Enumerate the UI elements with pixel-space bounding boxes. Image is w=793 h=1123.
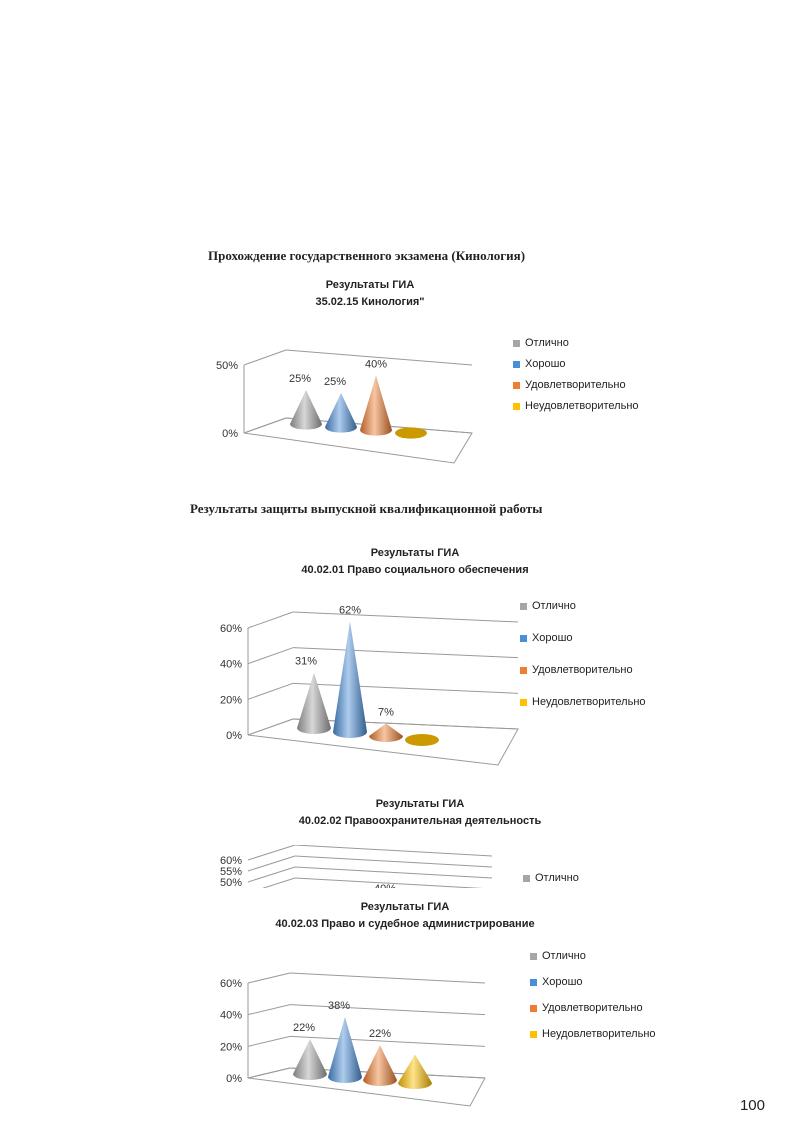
gridline-left	[248, 683, 293, 699]
legend-label: Неудовлетворительно	[532, 696, 646, 708]
gridline-left	[248, 1005, 290, 1015]
page-number: 100	[739, 1097, 765, 1114]
legend-label: Хорошо	[542, 976, 583, 988]
legend-item	[513, 358, 639, 371]
legend-swatch	[530, 979, 537, 986]
y-tick-label: 60%	[219, 623, 242, 635]
gridline-back	[295, 867, 492, 878]
y-tick-label: 50%	[219, 877, 242, 889]
cone-mark	[333, 621, 367, 738]
cone-base-mark	[395, 427, 427, 438]
chart3-legend	[523, 872, 579, 885]
legend-item	[513, 337, 639, 350]
legend-item	[530, 1002, 656, 1015]
legend-label: Неудовлетворительно	[542, 1028, 656, 1040]
y-tick-label: 20%	[219, 694, 242, 707]
data-label: 62%	[338, 604, 362, 617]
chart4-legend	[530, 950, 656, 1054]
legend-swatch	[530, 1005, 537, 1012]
legend-label: Хорошо	[525, 358, 566, 370]
y-tick-label: 60%	[219, 855, 242, 867]
chart3-title-line1: Результаты ГИА	[375, 798, 465, 810]
cone-mark	[290, 390, 322, 430]
gridline-back	[293, 683, 518, 693]
chart1-title-line2: 35.02.15 Кинология"	[315, 296, 425, 308]
legend-label: Удовлетворительно	[532, 664, 633, 676]
chart3-title-line2: 40.02.02 Правоохранительная деятельность	[298, 815, 542, 827]
chart3-plot	[200, 845, 500, 895]
legend-swatch	[520, 635, 527, 642]
legend-label: Удовлетворительно	[525, 379, 626, 391]
y-tick-label: 50%	[215, 360, 238, 372]
gridline-left	[248, 612, 293, 628]
chart2-legend	[520, 600, 646, 728]
chart3-clip	[200, 845, 680, 895]
gridline-back	[293, 612, 518, 622]
legend-label: Удовлетворительно	[542, 1002, 643, 1014]
legend-swatch	[530, 1031, 537, 1038]
legend-label: Неудовлетворительно	[525, 400, 639, 412]
data-label: 40%	[373, 883, 397, 895]
chart4-plot	[210, 960, 510, 1110]
cone-mark	[398, 1055, 432, 1089]
legend-swatch	[520, 667, 527, 674]
legend-item	[513, 379, 639, 392]
legend-swatch	[513, 340, 520, 347]
chart1-legend	[513, 337, 639, 421]
cone-base-mark	[405, 734, 439, 746]
chart2-title-line1: Результаты ГИА	[370, 547, 460, 559]
legend-item	[520, 632, 646, 645]
legend-item	[530, 976, 656, 989]
legend-label: Отлично	[532, 600, 576, 612]
gridline-left	[248, 648, 293, 664]
legend-swatch	[513, 382, 520, 389]
data-label: 22%	[292, 1022, 316, 1035]
data-label: 40%	[364, 358, 388, 371]
y-tick-label: 55%	[219, 866, 242, 878]
legend-swatch	[520, 699, 527, 706]
cone-mark	[293, 1039, 327, 1080]
legend-item	[520, 696, 646, 709]
chart4-title	[240, 899, 570, 933]
y-tick-label: 20%	[219, 1041, 242, 1054]
data-label: 38%	[327, 999, 351, 1012]
gridline-left	[244, 350, 286, 365]
chart1-title-line1: Результаты ГИА	[325, 279, 415, 291]
cone-mark	[328, 1017, 362, 1083]
cone-mark	[360, 376, 392, 436]
legend-item	[530, 1028, 656, 1041]
legend-item	[530, 950, 656, 963]
gridline-back	[290, 1005, 485, 1015]
y-tick-label: 40%	[219, 1009, 242, 1022]
y-tick-label: 0%	[226, 1073, 242, 1085]
chart2-title	[250, 545, 580, 579]
cone-mark	[363, 1045, 397, 1086]
data-label: 25%	[288, 373, 312, 385]
cone-mark	[325, 393, 357, 433]
chart3-title	[270, 796, 570, 830]
gridline-back	[295, 845, 492, 856]
data-label: 25%	[323, 376, 347, 388]
cone-mark	[369, 724, 403, 742]
y-tick-label: 60%	[219, 978, 242, 990]
chart2-title-line2: 40.02.01 Право социального обеспечения	[301, 564, 529, 576]
y-tick-label: 0%	[222, 428, 238, 440]
chart2-plot	[210, 600, 510, 775]
legend-label: Хорошо	[532, 632, 573, 644]
gridline-back	[293, 648, 518, 658]
data-label: 22%	[368, 1028, 392, 1041]
chart1-plot	[180, 330, 500, 480]
gridline-left	[248, 973, 290, 983]
chart4-title-line2: 40.02.03 Право и судебное администрирование	[275, 918, 535, 930]
y-tick-label: 40%	[219, 658, 242, 671]
legend-swatch	[520, 603, 527, 610]
legend-item	[513, 400, 639, 413]
data-label: 31%	[294, 655, 318, 668]
gridline-back	[295, 856, 492, 867]
thesis-section-heading: Результаты защиты выпускной квалификационной работы	[190, 501, 543, 516]
chart1-title	[270, 277, 470, 311]
floor	[244, 418, 472, 463]
legend-label: Отлично	[535, 872, 579, 884]
gridline-back	[290, 973, 485, 983]
cone-mark	[297, 673, 331, 734]
legend-swatch	[513, 361, 520, 368]
legend-item	[520, 664, 646, 677]
legend-item	[523, 872, 579, 885]
legend-label: Отлично	[542, 950, 586, 962]
legend-swatch	[530, 953, 537, 960]
exam-section-heading: Прохождение государственного экзамена (Кинология)	[208, 248, 526, 263]
legend-label: Отлично	[525, 337, 569, 349]
legend-swatch	[513, 403, 520, 410]
legend-item	[520, 600, 646, 613]
data-label: 7%	[378, 706, 394, 719]
chart4-title-line1: Результаты ГИА	[360, 901, 450, 913]
y-tick-label: 0%	[226, 730, 242, 742]
gridline-left	[248, 1036, 290, 1046]
legend-swatch	[523, 875, 530, 882]
